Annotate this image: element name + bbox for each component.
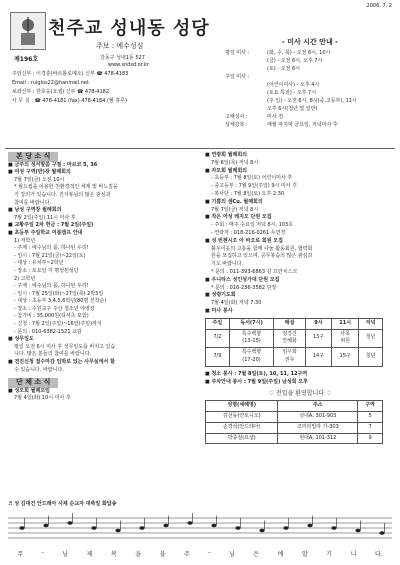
news-item: - 일시 : 7월 21일(금)~22일(토) <box>14 252 86 259</box>
lyric-syllable: 제 <box>86 551 93 558</box>
mass-row <box>225 49 395 57</box>
news-item: 수 있습니다. 바랍니다. <box>14 366 64 373</box>
mass-row <box>225 121 395 129</box>
table-header: 11시 <box>332 318 359 329</box>
mass-row <box>225 81 395 89</box>
table-cell: 김선동(안토니오) <box>206 411 278 422</box>
contact-list <box>12 70 217 106</box>
news-item: ■ 미사 봉사 <box>205 307 233 314</box>
news-item: - 대상 : 유치부~2학년 <box>14 260 64 267</box>
phone-icon: ☎ <box>77 89 84 95</box>
church-logo <box>10 12 46 50</box>
lyric-syllable: 을 <box>159 551 166 558</box>
mass-row <box>225 57 395 65</box>
news-item: ■ 교황주일 2차 헌금 : 7월 2일(주일) <box>8 222 94 229</box>
news-item: - 주제 : 예수님의 몸, 하나된 우리! <box>14 283 89 290</box>
lyric-syllable: 주 <box>183 551 190 558</box>
mass-label: 성체강복 : <box>225 122 248 128</box>
church-title: 천주교 성내동 성당 <box>48 18 210 39</box>
music-note <box>235 526 240 530</box>
news-item: - 대상 : 초등부 3,4,5,6학년(80명 선착순) <box>14 298 107 305</box>
news-item: * 문의 : 016-236-3582 단장 <box>211 284 277 291</box>
news-item: ■ 기쁨의 샘Cu. 월례회의 <box>205 198 263 205</box>
table-header: 독서(7시) <box>229 318 274 329</box>
table-cell: 특수백향 (13-15) <box>229 329 274 348</box>
lyric-syllable: 은 <box>253 551 260 558</box>
lyric-syllable: 을 <box>135 551 142 558</box>
lyric-syllable: 기 <box>326 551 333 558</box>
mass-schedule <box>225 38 395 129</box>
music-note <box>307 524 312 528</box>
news-item: 기 강의가 있습니다. 진자봉님의 많은 관심과 <box>14 191 111 198</box>
news-item: 기도 바랍니다. <box>211 261 244 268</box>
table-cell: 15구 <box>332 348 359 367</box>
news-item: - 중고등부 : 7월 9일(주일) 9시 미사 후 <box>211 183 298 190</box>
left-column <box>8 152 198 403</box>
mass-label <box>225 65 267 73</box>
divider <box>5 148 395 149</box>
music-note <box>379 531 384 535</box>
table-cell: 현대A, 101-312 <box>278 433 358 444</box>
news-item: ■ 금주의 성서말씀 구절 : 마르코 5, 36 <box>8 161 98 168</box>
table-header: 9시 <box>305 318 331 329</box>
news-item: 2) 고학년 <box>14 275 36 282</box>
news-item: 니다. 많은 분들의 참여를 바랍니다. <box>14 351 92 358</box>
news-item: 7월 2일(주일) 11시 미사 후 <box>14 214 76 221</box>
mass-label: 평일 미사 : <box>225 50 250 56</box>
music-note <box>139 526 144 530</box>
table-cell: 코끼리빌라 가-303 <box>278 422 358 433</box>
mass-row <box>225 89 395 97</box>
mass-row <box>225 65 395 73</box>
mass-time: 미사 전 <box>267 114 284 120</box>
contact-line: 사 무 실 : ☎ 478-4181 (fax) 478-4184 (월 휴무) <box>12 98 127 104</box>
lyric-syllable: 알 <box>301 551 308 558</box>
news-item: 7월 4일(화) 저녁 7:30 <box>211 300 262 307</box>
mass-row <box>225 105 395 113</box>
news-item: - 주제 : 예수님의 몸, 하나된 우리! <box>14 245 89 252</box>
music-note <box>259 529 264 533</box>
mass-row <box>225 73 395 81</box>
welcome-title: ♡ 전입을 환영합니다 ♡ <box>268 390 332 398</box>
table-cell: 손경석(안드레아) <box>206 422 278 433</box>
mass-label: 주일 미사 : <box>225 74 250 80</box>
music-note <box>283 526 288 530</box>
music-note <box>355 529 360 533</box>
table-cell: 7/2 <box>206 329 230 348</box>
table-cell: 5 <box>358 411 383 422</box>
table-row <box>206 348 383 367</box>
contact-line[interactable]: Email : ruiglos22@hanmail.net <box>12 80 89 86</box>
music-note <box>67 521 72 525</box>
music-note <box>331 526 336 530</box>
news-item: ■ 성 빈첸시오 아 바오로 회원 모집 <box>205 237 283 244</box>
news-item: - 주회 : 매주 수요일 저녁 8시, 103호 <box>211 222 294 229</box>
music-note <box>187 521 192 525</box>
table-row <box>206 411 383 422</box>
contact-line: 보좌신부 : 한호웅(요셉) 신부 ☎ 478-4182 <box>12 89 109 95</box>
lyric-syllable: 주 <box>17 551 24 558</box>
mass-time: (화, 수, 목) - 오전 6시, 10시 <box>267 50 331 56</box>
mass-time: (어린이미사) - 오후 4시 <box>267 82 320 88</box>
mass-time: (주 일) - 오전 6시, 8시(중,고등부), 11시 <box>267 98 357 104</box>
mass-label <box>225 105 267 113</box>
news-item: ■ 성모회 월례모임 <box>8 387 51 394</box>
table-row <box>206 329 383 348</box>
news-item: - 참가비 : 35,000원(티셔츠 포함) <box>14 313 89 320</box>
music-note <box>115 529 120 533</box>
lyric-syllable: - <box>208 549 211 556</box>
lyric-syllable: 다. <box>374 551 383 558</box>
table-cell: 9 <box>358 433 383 444</box>
news-item: 7월 7일(금) 오전 10시 <box>14 176 65 183</box>
church-website[interactable]: www.sndsd.or.kr <box>108 62 149 68</box>
mass-title: - 미사 시간 안내 - <box>281 38 339 46</box>
section-bar: 단 체 소 식 <box>8 378 58 388</box>
news-item: 1) 저학년 <box>14 237 36 244</box>
mass-label <box>225 97 267 105</box>
news-item: 평일 오전 6시 미사 후 성무일도를 바치고 있습 <box>14 343 116 350</box>
table-cell: 13구 <box>305 329 331 348</box>
news-item: * 월드컵을 이용한 친환경적인 세제 및 바느질을 <box>14 184 118 191</box>
mass-time: 오후 6시(청년 및 일반) <box>267 106 318 112</box>
mass-label <box>225 89 267 97</box>
table-row <box>206 422 383 433</box>
table-cell: 7 <box>358 422 383 433</box>
table-header: 구역 <box>358 401 383 412</box>
news-item: 7월 6일(목) 저녁 8시 <box>211 159 259 166</box>
issue-number: 제196호 <box>14 56 39 63</box>
lyric-syllable: 에 <box>277 551 284 558</box>
table-cell: 사목 위원 <box>332 329 359 348</box>
news-item: - 초등부 : 7월 8일(토) 어린이미사 후 <box>211 175 293 182</box>
contact-line: 주임신부 : 이경훈(바르톨로메오) 신부 ☎ 478-4183 <box>12 71 129 77</box>
issue-date: 2006. 7. 2 <box>366 3 392 9</box>
news-item: 원을 모집하고 있으며, 공무봉습의 많은 관심과 <box>211 253 313 260</box>
table-header: 성명(세례명) <box>206 401 278 412</box>
mass-time: (토요 특전) - 오후 7시 <box>267 90 317 96</box>
section-bar: 본 당 소 식 <box>8 152 58 162</box>
mass-time: 매월 마지막 금요일, 저녁미사 후 <box>267 122 338 128</box>
phone-icon: ☎ <box>96 71 103 77</box>
music-note <box>19 526 24 530</box>
welcome-table <box>205 400 383 444</box>
church-address: 강동구 성내1동 527 <box>100 55 145 61</box>
lyric-syllable: 복 <box>110 551 117 558</box>
music-note <box>43 524 48 528</box>
mass-service-table <box>205 318 383 367</box>
music-staff <box>8 510 392 546</box>
table-cell: 14구 <box>305 348 331 367</box>
news-item: ■ 자모회 월례회의 <box>205 167 248 174</box>
mass-row <box>225 113 395 121</box>
news-item: ■ 남성 구역장 월례회의 <box>8 207 62 214</box>
lyric-syllable: 님 <box>228 551 235 558</box>
news-item: ■ 작은 어성 레지오 단원 모집 <box>205 214 272 221</box>
news-item: ■ 초등부 주일학교 여름캠프 안내 <box>8 229 83 236</box>
hymn-title: ♬ 성 김대건 안드레아 사제 순교자 대축일 화답송 <box>8 501 117 507</box>
table-header: 주소 <box>278 401 358 412</box>
news-item: ■ 성무일도 <box>8 336 34 343</box>
news-item: ■ 청소 봉사 : 7월 8일(토), 10, 11, 12구역 <box>205 370 308 377</box>
news-item: * 문의 : 011-393-6863 김 프란치스코 <box>211 268 298 275</box>
music-note <box>91 526 96 530</box>
news-item: ■ 연령회 월례회의 <box>205 152 248 158</box>
news-item: 7월 7일(금) 저녁 8시 <box>211 206 259 213</box>
news-item: 참여를 바랍니다. <box>14 199 51 206</box>
mass-row <box>225 97 395 105</box>
table-cell: 박종철(요셉) <box>206 433 278 444</box>
news-item: - 장소 : 수원교구 주산 청소년 야영장 <box>14 305 95 312</box>
table-header: 저녁 <box>359 318 383 329</box>
news-item: ■ 여성 구역(반)장 월례회의 <box>8 169 71 176</box>
table-header: 해설 <box>274 318 306 329</box>
table-cell: 7/9 <box>206 348 230 367</box>
table-cell: 정경진 안혜화 <box>274 329 306 348</box>
news-item: 7월 4일(화) 10시 미사 후 <box>14 395 71 402</box>
news-item: - 문의 : 010-6382-1521 교감 <box>14 328 82 335</box>
news-item: ■ 우니타스 성인성가대 단원 모집 <box>205 276 280 283</box>
mass-label <box>225 57 267 65</box>
news-item: 불우이웃의 고통을 함께 나눌 활동회원, 협력회 <box>211 245 313 252</box>
news-item: - 일시 : 7월 25일(화)~27일(목) 2박3일 <box>14 290 104 297</box>
phone-icon: ☎ <box>34 98 41 104</box>
music-note <box>163 524 168 528</box>
hymn-lyrics <box>8 549 392 558</box>
table-cell: 청년 <box>359 329 383 348</box>
news-item: - 장소 : 토요일 각 명성된성당 <box>14 267 79 274</box>
table-cell: 임우희 권무 <box>274 348 306 367</box>
lyric-syllable: - <box>41 549 44 556</box>
lyric-syllable: 니 <box>350 551 357 558</box>
lyric-syllable: 님 <box>62 551 69 558</box>
table-cell: 청년 <box>359 348 383 367</box>
mass-label <box>225 81 267 89</box>
news-item: ■ 견진신청 접수마감 임박로 있는 사무실에서 할 <box>8 359 115 366</box>
mass-time: (토) - 오전 6시 <box>267 66 300 72</box>
news-item: ■ 성령기도회 <box>205 292 236 299</box>
table-header: 주일 <box>206 318 230 329</box>
table-row <box>206 433 383 444</box>
right-column <box>205 152 395 444</box>
table-cell: 특수백향 (17-20) <box>229 348 274 367</box>
news-item: - 연락처 : 018-216-0261 우연경 <box>211 229 286 236</box>
table-cell: 성내A, 301-903 <box>278 411 358 422</box>
news-item: - 신청 : 7월 2일(주일)~16일(주일)까지 <box>14 321 102 328</box>
mass-label: 고해성사 : <box>225 114 248 120</box>
mass-time: (금) - 오전 6시, 오후 7시 <box>267 58 323 64</box>
bulletin-theme: 주보 : 예수성심 <box>96 42 144 50</box>
news-item: ■ 주차안내 봉사 : 7월 9일(주일) 남성회 오후 <box>205 378 308 385</box>
music-note <box>211 524 216 528</box>
news-item: - 복사단 : 7월 8일(토) 오후 2:30 <box>211 190 285 197</box>
